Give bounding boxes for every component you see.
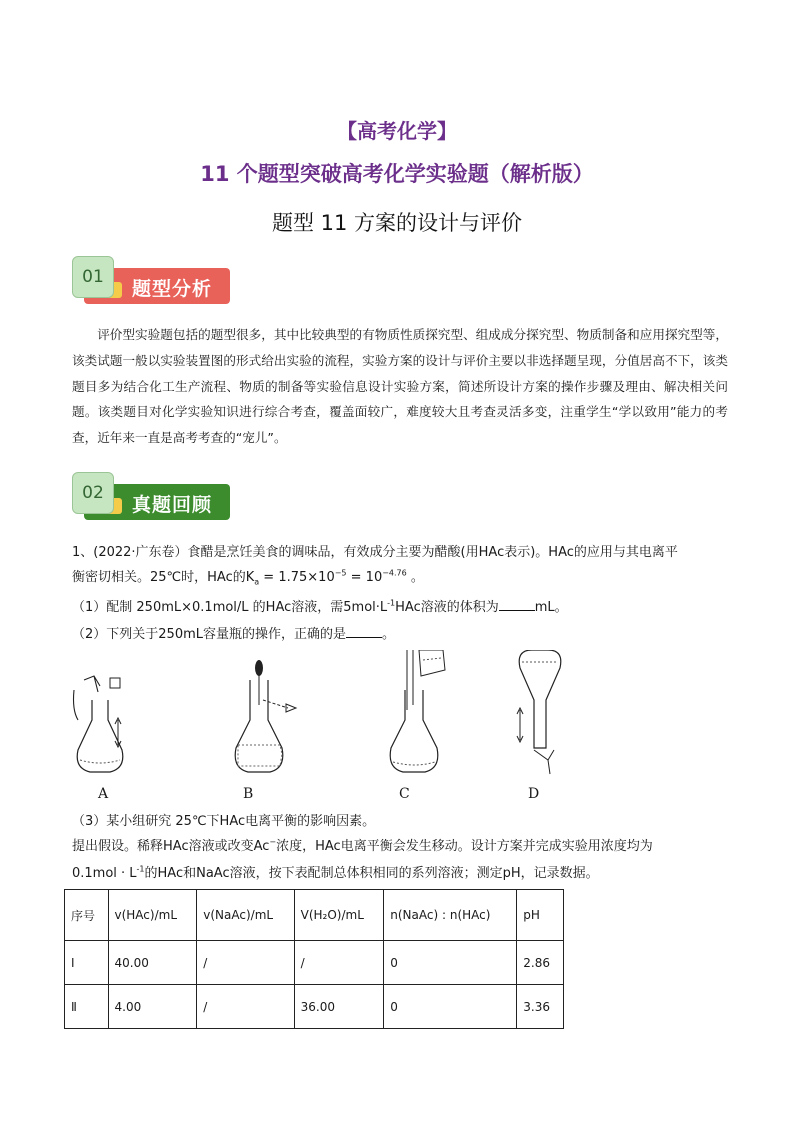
question-part-1: [72, 596, 568, 615]
text: （1）配制 250mL×0.1mol/L 的HAc溶液，需5mol·L: [72, 600, 388, 615]
table-cell: Ⅰ: [65, 941, 109, 985]
text: = 1.75×10: [259, 570, 335, 585]
figure-label-b: B: [243, 786, 254, 802]
text: -1: [136, 864, 145, 874]
table-header-cell: n(NaAc) : n(HAc): [384, 890, 517, 941]
table-header-cell: pH: [517, 890, 564, 941]
section-heading-analysis: [72, 256, 232, 310]
table-cell: 2.86: [517, 941, 564, 985]
text: HAc溶液的体积为: [395, 600, 499, 615]
text: 衡密切相关。25℃时，HAc的K: [72, 570, 255, 585]
text: −: [269, 837, 277, 847]
flask-figure-d: [512, 650, 582, 780]
table-header-row: [65, 890, 564, 941]
table-cell: /: [294, 941, 384, 985]
text: 0.1mol · L: [72, 866, 137, 881]
text: 。: [406, 570, 424, 585]
table-header-cell: V(H₂O)/mL: [294, 890, 384, 941]
answer-blank: [499, 598, 535, 611]
table-header-cell: v(NaAc)/mL: [197, 890, 294, 941]
method-line: [72, 862, 599, 881]
header-title-tag: 【高考化学】: [337, 119, 457, 143]
answer-blank: [346, 625, 382, 638]
text: −4.76: [382, 568, 407, 578]
table-cell: /: [197, 941, 294, 985]
text: = 10: [346, 570, 383, 585]
section-label: 题型分析: [132, 278, 213, 300]
text: -1: [387, 598, 396, 608]
table-cell: Ⅱ: [65, 985, 109, 1029]
flask-figure-b: [230, 650, 300, 780]
question-part-3: （3）某小组研究 25℃下HAc电离平衡的影响因素。: [72, 814, 376, 829]
text: 提出假设。稀释HAc溶液或改变Ac: [72, 839, 270, 854]
text: −5: [334, 568, 347, 578]
figure-label-a: A: [98, 786, 109, 802]
table-cell: 40.00: [108, 941, 197, 985]
text: mL。: [534, 600, 568, 615]
data-table: [64, 889, 564, 1029]
analysis-paragraph: 评价型实验题包括的题型很多，其中比较典型的有物质性质探究型、组成成分探究型、物质制备和应用探究型等，该类试题一般以实验装置图的形式给出实验的流程，实验方案的设计与评价主要以非选择题呈现，分值居高不下，该类题目多为结合化工生产流程、物质的制备等实验信息设计实验方案，简述所设计方案的操作步骤及理由、解决相关问题。该类题目对化学实验知识进行综合考查，覆盖面较广，难度较大且考查灵活多变，注重学生“学以致用”能力的考查，近年来一直是高考考查的“宠儿”。: [72, 327, 728, 446]
text: a: [254, 577, 260, 587]
text: 。: [382, 627, 396, 642]
question-line-2: [72, 566, 424, 587]
section-number: 02: [72, 472, 114, 514]
table-cell: 3.36: [517, 985, 564, 1029]
flask-figure-c: [385, 650, 455, 780]
table-cell: 0: [384, 985, 517, 1029]
figure-label-c: C: [399, 786, 410, 802]
table-cell: /: [197, 985, 294, 1029]
header-subtitle: 题型 11 方案的设计与评价: [271, 211, 523, 235]
table-header-cell: v(HAc)/mL: [108, 890, 197, 941]
question-part-2: [72, 623, 395, 642]
table-row: [65, 985, 564, 1029]
header-main-title: 11 个题型突破高考化学实验题（解析版）: [200, 162, 594, 186]
text: 浓度，HAc电离平衡会发生移动。设计方案并完成实验用浓度均为: [276, 839, 653, 854]
table-cell: 4.00: [108, 985, 197, 1029]
table-header-cell: 序号: [65, 890, 109, 941]
question-line-1: 1、(2022·广东卷）食醋是烹饪美食的调味品，有效成分主要为醋酸(用HAc表示)。HAc的应用与其电离平: [72, 545, 678, 560]
table-cell: 0: [384, 941, 517, 985]
hypothesis-line: [72, 835, 653, 854]
table-cell: 36.00: [294, 985, 384, 1029]
table-row: [65, 941, 564, 985]
flask-figure-a: [70, 650, 140, 780]
text: （2）下列关于250mL容量瓶的操作，正确的是: [72, 627, 346, 642]
figure-label-d: D: [528, 786, 540, 802]
section-number: 01: [72, 256, 114, 298]
text: 的HAc和NaAc溶液，按下表配制总体积相同的系列溶液；测定pH，记录数据。: [144, 866, 599, 881]
section-label: 真题回顾: [132, 494, 213, 516]
section-heading-review: [72, 472, 232, 526]
